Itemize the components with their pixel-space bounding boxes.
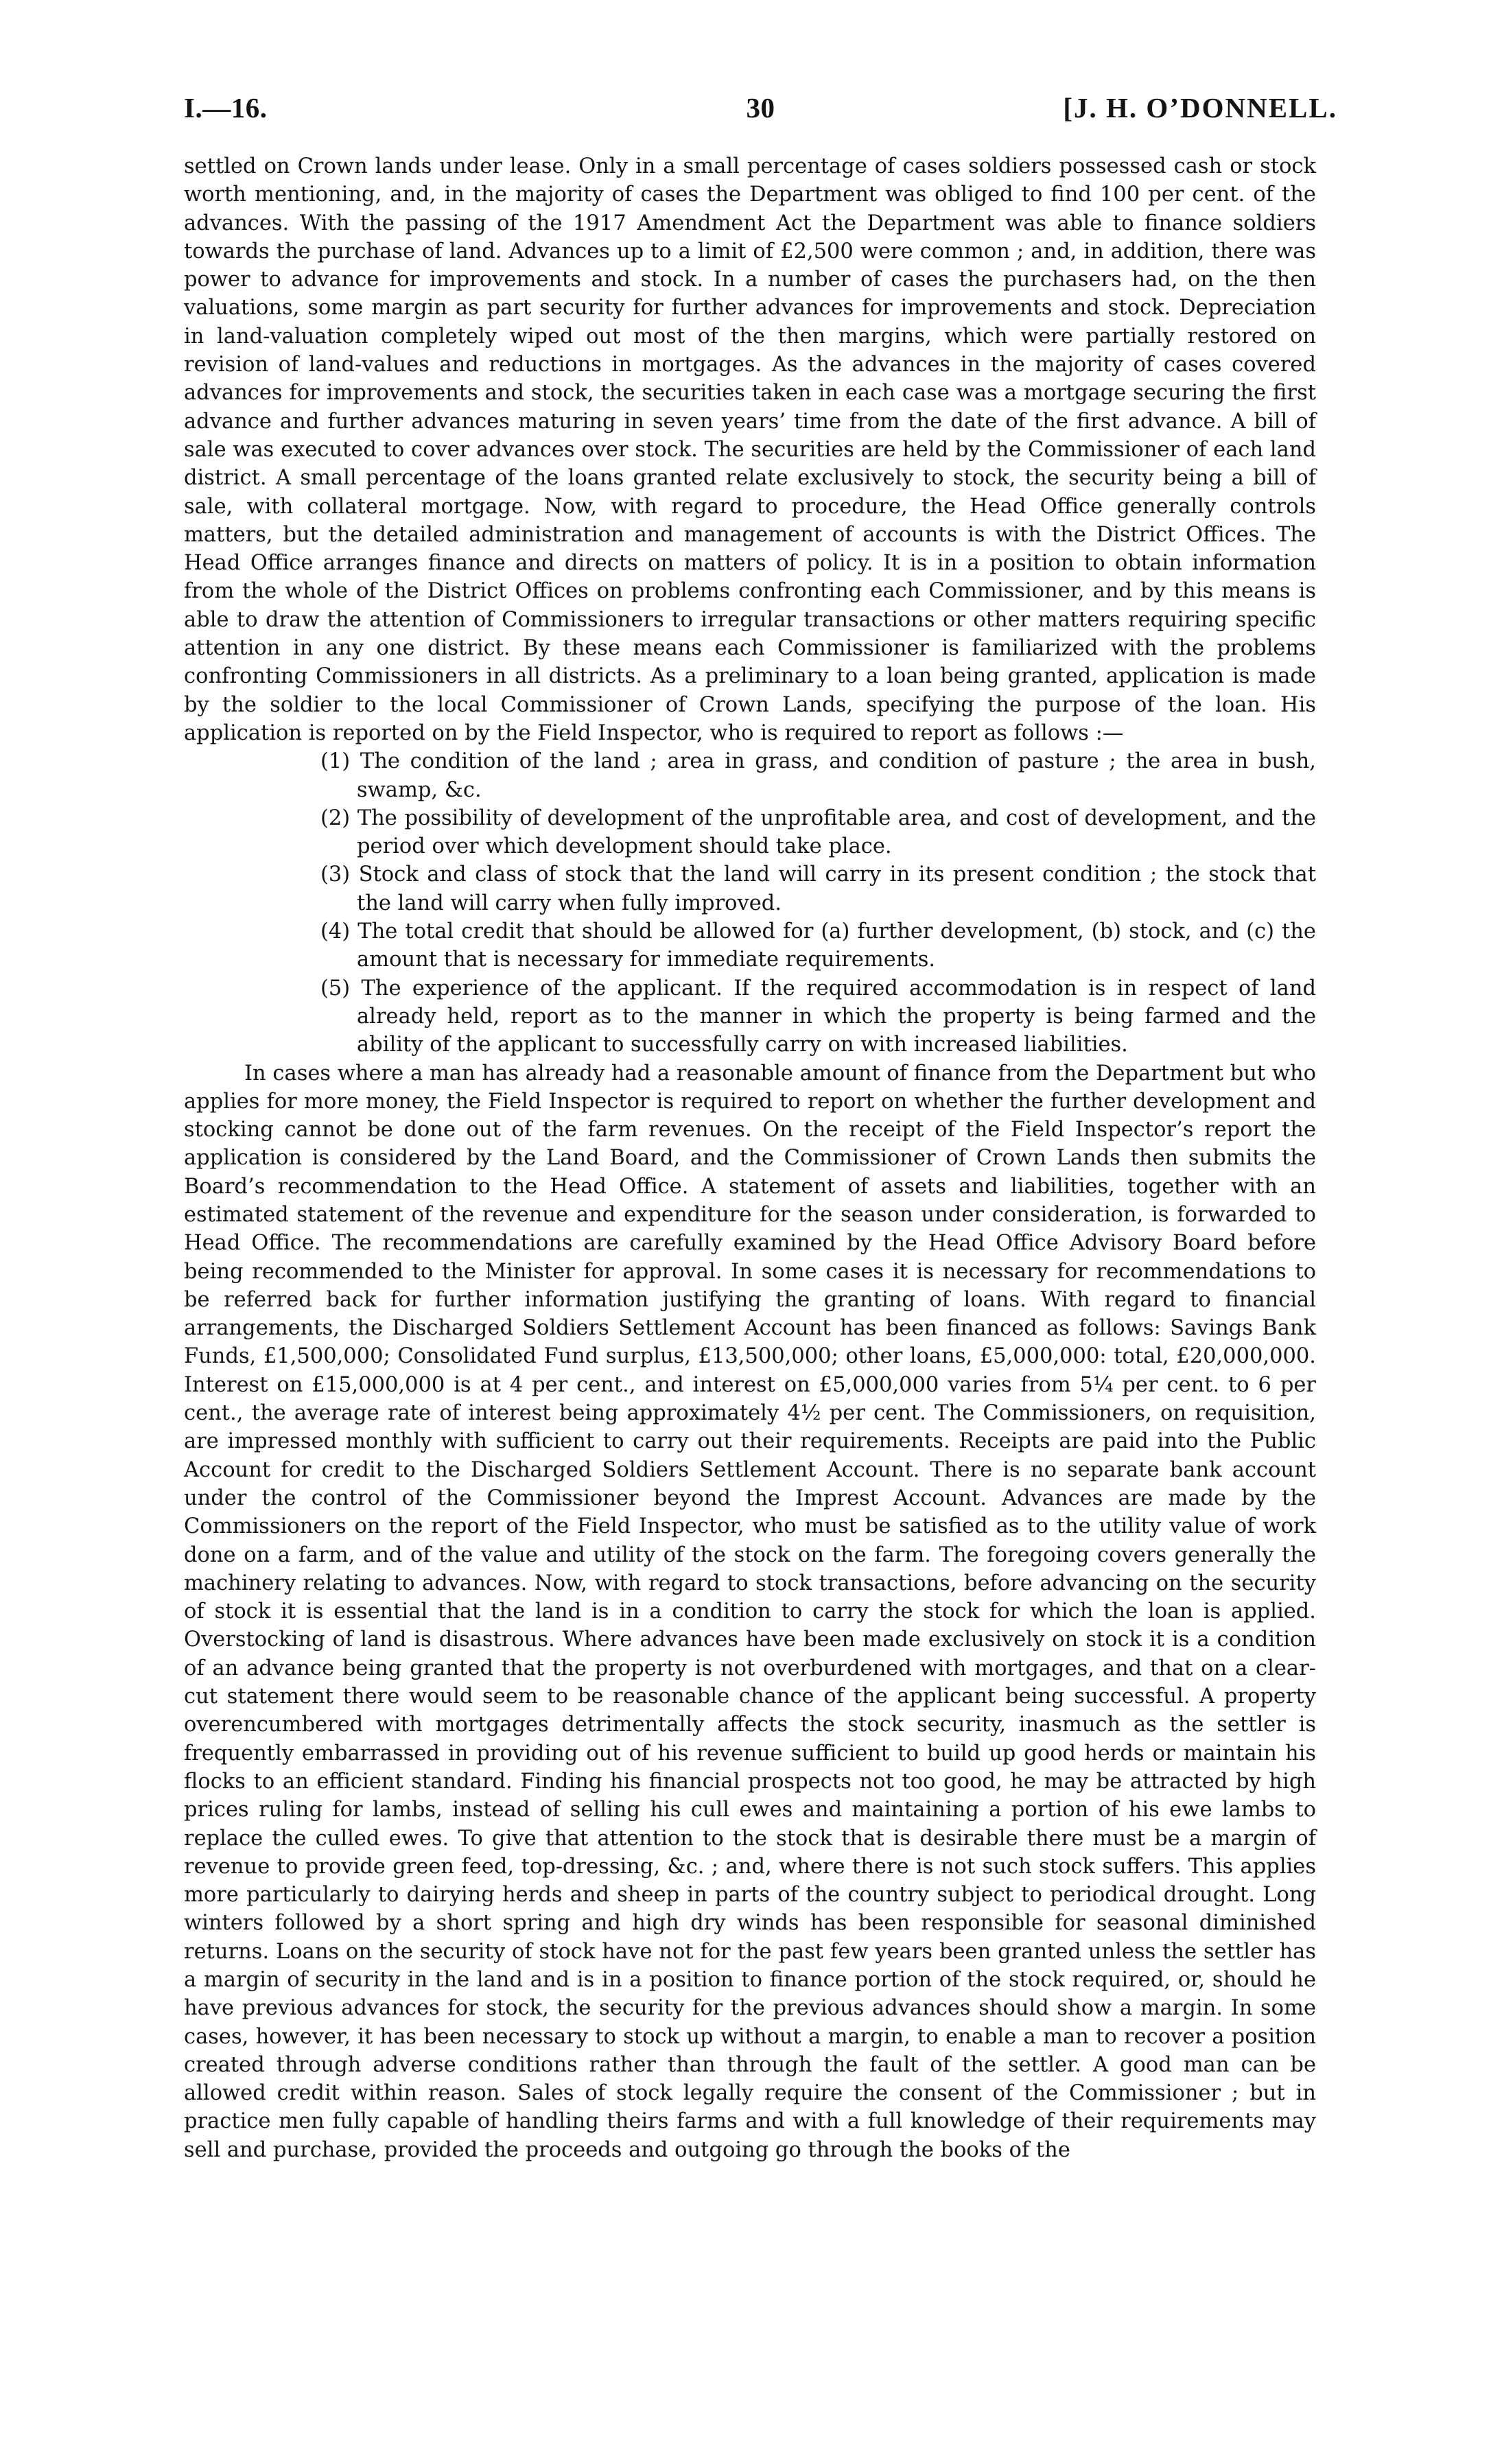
- paper-reference: I.—16.: [184, 92, 268, 124]
- page-number: 30: [746, 92, 775, 124]
- page-header: [184, 91, 1337, 130]
- report-item-3: (3) Stock and class of stock that the land will carry in its present condition ; the stock that the land will carry when fully improved.: [320, 863, 1316, 915]
- report-item-1: (1) The condition of the land ; area in grass, and condition of pasture ; the area in bush, swamp, &c.: [320, 749, 1316, 802]
- witness-name: [J. H. O’DONNELL.: [1063, 92, 1337, 124]
- body-paragraph-2: In cases where a man has already had a reasonable amount of finance from the Department but who applies for more money, the Field Inspector is required to report on whether the further development and stocking cannot be done out of the farm revenues. On the receipt of the Field Inspector’s report the application is considered by the Land Board, and the Commissioner of Crown Lands then submits the Board’s recommendation to the Head Office. A statement of assets and liabilities, together with an estimated statement of the revenue and expenditure for the season under consideration, is forwarded to Head Office. The recommendations are carefully examined by the Head Office Advisory Board before being recommended to the Minister for approval. In some cases it is necessary for recommendations to be referred back for further information justifying the granting of loans. With regard to financial arrangements, the Discharged Soldiers Settlement Account has been financed as follows: Savings Bank Funds, £1,500,000; Consolidated Fund surplus, £13,500,000; other loans, £5,000,000: total, £20,000,000. Interest on £15,000,000 is at 4 per cent., and interest on £5,000,000 varies from 5¼ per cent. to 6 per cent., the average rate of interest being approximately 4½ per cent. The Commissioners, on requisition, are impressed monthly with sufficient to carry out their requirements. Receipts are paid into the Public Account for credit to the Discharged Soldiers Settlement Account. There is no separate bank account under the control of the Commissioner beyond the Imprest Account. Advances are made by the Commissioners on the report of the Field Inspector, who must be satisfied as to the utility value of work done on a farm, and of the value and utility of the stock on the farm. The foregoing covers generally the machinery relating to advances. Now, with regard to stock transactions, before advancing on the security of stock it is essential that the land is in a condition to carry the stock for which the loan is applied. Overstocking of land is disastrous. Where advances have been made exclusively on stock it is a condition of an advance being granted that the property is not overburdened with mortgages, and that on a clear-cut statement there would seem to be reasonable chance of the applicant being successful. A property overencumbered with mortgages detrimentally affects the stock security, inasmuch as the settler is frequently embarrassed in providing out of his revenue sufficient to build up good herds or maintain his flocks to an efficient standard. Finding his financial prospects not too good, he may be attracted by high prices ruling for lambs, instead of selling his cull ewes and maintaining a portion of his ewe lambs to replace the culled ewes. To give that attention to the stock that is desirable there must be a margin of revenue to provide green feed, top-dressing, &c. ; and, where there is not such stock suffers. This applies more particularly to dairying herds and sheep in parts of the country subject to periodical drought. Long winters followed by a short spring and high dry winds has been responsible for seasonal diminished returns. Loans on the security of stock have not for the past few years been granted unless the settler has a margin of security in the land and is in a position to finance portion of the stock required, or, should he have previous advances for stock, the security for the previous advances should show a margin. In some cases, however, it has been necessary to stock up without a margin, to enable a man to recover a position created through adverse conditions rather than through the fault of the settler. A good man can be allowed credit within reason. Sales of stock legally require the consent of the Commissioner ; but in practice men fully capable of handling theirs farms and with a full knowledge of their requirements may sell and purchase, provided the proceeds and outgoing go through the books of the: [184, 1061, 1316, 2162]
- body-paragraph-1: settled on Crown lands under lease. Only in a small percentage of cases soldiers possessed cash or stock worth mentioning, and, in the majority of cases the Department was obliged to find 100 per cent. of the advances. With the passing of the 1917 Amendment Act the Department was able to finance soldiers towards the purchase of land. Advances up to a limit of £2,500 were common ; and, in addition, there was power to advance for improvements and stock. In a number of cases the purchasers had, on the then valuations, some margin as part security for further advances for improvements and stock. Depreciation in land-valuation completely wiped out most of the then margins, which were partially restored on revision of land-values and reductions in mortgages. As the advances in the majority of cases covered advances for improvements and stock, the securities taken in each case was a mortgage securing the first advance and further advances maturing in seven years’ time from the date of the first advance. A bill of sale was executed to cover advances over stock. The securities are held by the Commissioner of each land district. A small percentage of the loans granted relate exclusively to stock, the security being a bill of sale, with collateral mortgage. Now, with regard to procedure, the Head Office generally controls matters, but the detailed administration and management of accounts is with the District Offices. The Head Office arranges finance and directs on matters of policy. It is in a position to obtain information from the whole of the District Offices on problems confronting each Commissioner, and by this means is able to draw the attention of Commissioners to irregular transactions or other matters requiring specific attention in any one district. By these means each Commissioner is familiarized with the problems confronting Commissioners in all districts. As a preliminary to a loan being granted, application is made by the soldier to the local Commissioner of Crown Lands, specifying the purpose of the loan. His application is reported on by the Field Inspector, who is required to report as follows :—: [184, 154, 1316, 745]
- report-item-2: (2) The possibility of development of the unprofitable area, and cost of development, and the period over which development should take place.: [320, 806, 1316, 859]
- report-item-5: (5) The experience of the applicant. If the required accommodation is in respect of land already held, report as to the manner in which the property is being farmed and the ability of the applicant to successfully carry on with increased liabilities.: [320, 976, 1316, 1057]
- report-requirements-list: [184, 747, 1316, 1059]
- page-body: [184, 152, 1316, 2164]
- report-item-4: (4) The total credit that should be allowed for (a) further development, (b) stock, and (c) the amount that is necessary for immediate requirements.: [320, 919, 1316, 972]
